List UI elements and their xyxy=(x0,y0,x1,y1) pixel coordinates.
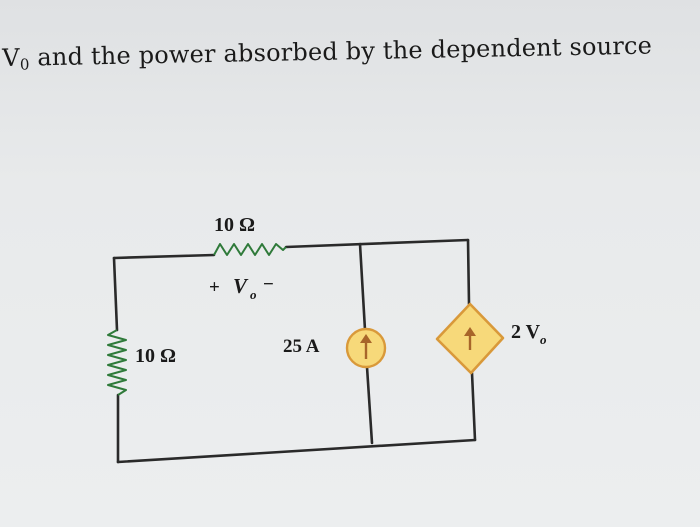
dependent-source-subscript: o xyxy=(540,332,547,347)
title-rest: and the power absorbed by the dependent source xyxy=(29,31,653,72)
wire-mid-lower xyxy=(367,367,372,443)
dependent-source-label: 2 V xyxy=(511,321,541,343)
vo-label: V xyxy=(233,274,248,298)
top-resistor-label: 10 Ω xyxy=(214,214,256,236)
left-resistor-label: 10 Ω xyxy=(135,345,177,367)
vo-minus: − xyxy=(263,274,274,295)
current-source-label: 25 A xyxy=(283,336,320,357)
title-v: V xyxy=(2,43,21,72)
dependent-source-icon xyxy=(437,304,503,373)
wire-top-right xyxy=(286,240,468,247)
vo-subscript: o xyxy=(250,287,257,302)
current-source-icon xyxy=(347,329,385,367)
wire-mid-upper xyxy=(360,244,365,330)
left-resistor-icon xyxy=(108,330,126,395)
wire-top-left xyxy=(114,255,214,258)
title-subscript: 0 xyxy=(19,55,30,74)
wire-right-upper xyxy=(468,240,469,304)
wire-bottom xyxy=(118,440,475,462)
vo-plus: + xyxy=(209,277,220,298)
top-resistor-icon xyxy=(214,244,286,255)
wire-right-lower xyxy=(472,373,475,440)
wire-left-upper xyxy=(114,258,117,330)
